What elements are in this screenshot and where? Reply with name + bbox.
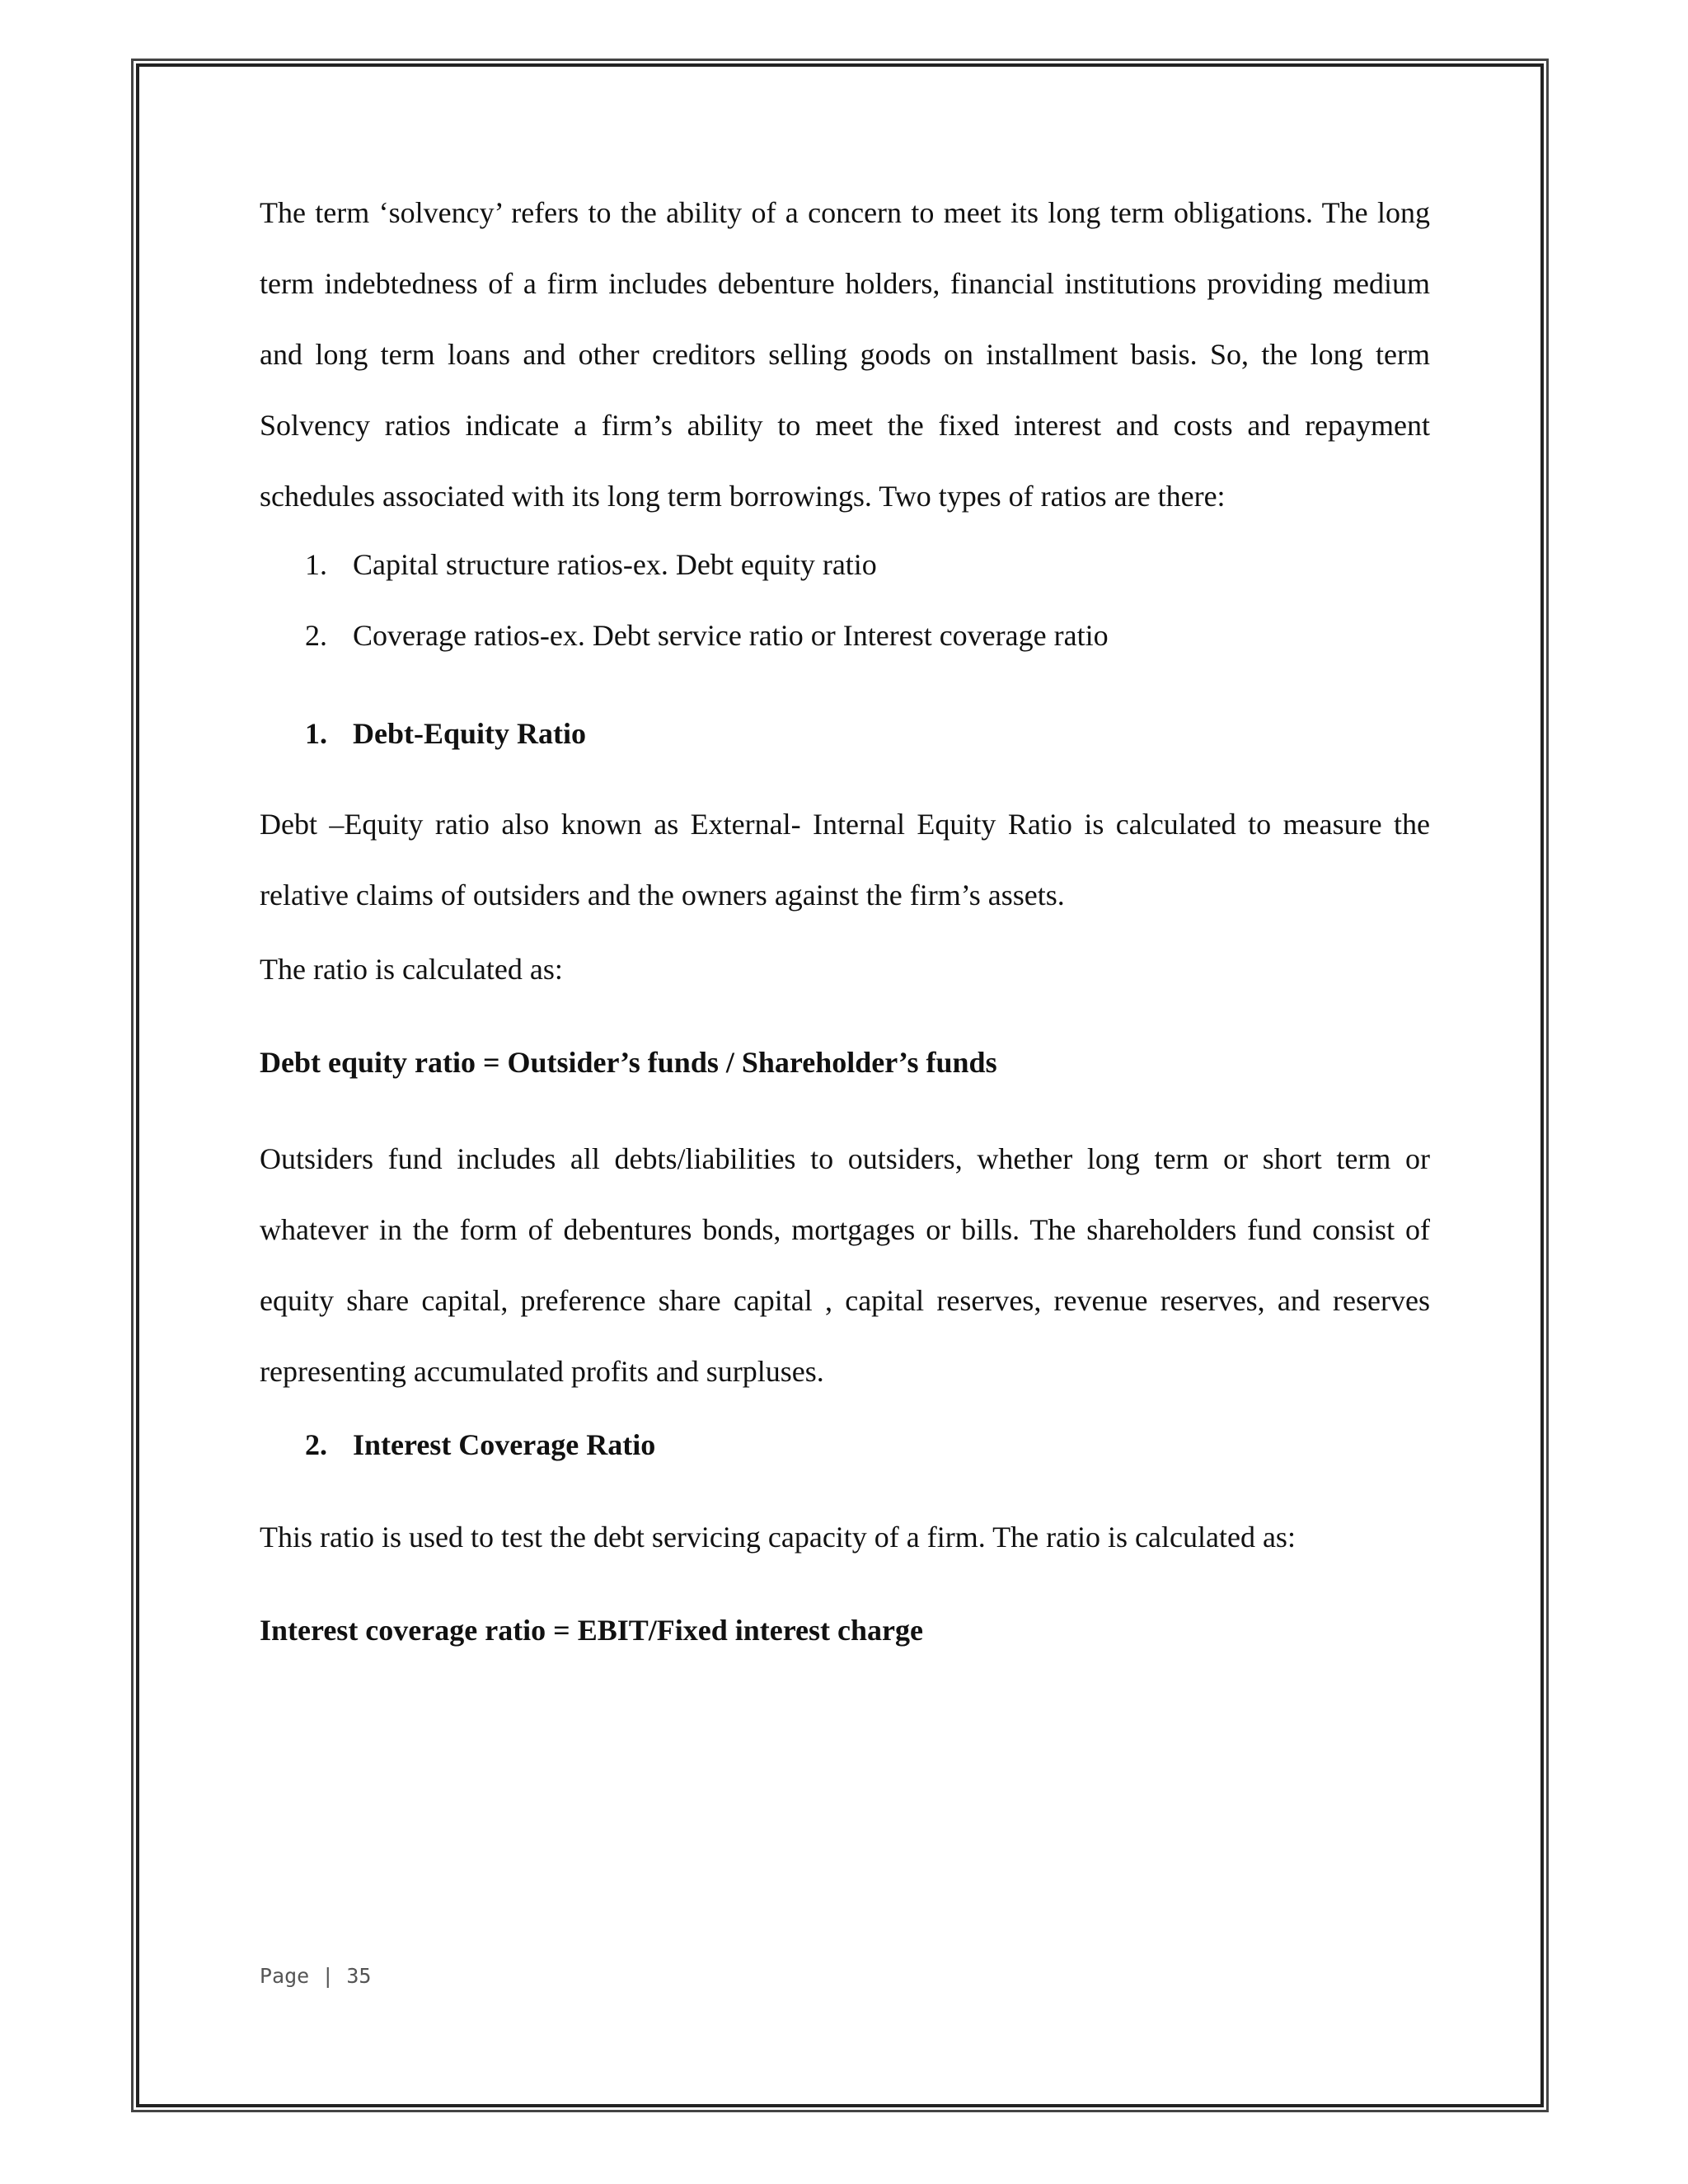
list-number: 1.: [305, 548, 327, 581]
section-number: 1.: [305, 717, 327, 750]
debt-equity-paragraph: Debt –Equity ratio also known as External- Internal Equity Ratio is calculated to measure the relative claims of outsiders and the owners against the firm’s assets.: [260, 808, 1430, 912]
section-heading-debt-equity: [260, 717, 1430, 750]
section-title: Debt-Equity Ratio: [353, 717, 587, 750]
ratio-types-list: [260, 548, 1430, 652]
debt-equity-formula: Debt equity ratio = Outsider’s funds / Shareholder’s funds: [260, 1046, 997, 1079]
list-item: [260, 548, 1430, 581]
intro-paragraph: The term ‘solvency’ refers to the ability of a concern to meet its long term obligations. The long term indebtedness of a firm includes debenture holders, financial institutions providing medium and long term loans and other creditors selling goods on installment basis. So, the long term Solvency ratios indicate a firm’s ability to meet the fixed interest and costs and repayment schedules associated with its long term borrowings. Two types of ratios are there:: [260, 196, 1430, 513]
list-text: Capital structure ratios-ex. Debt equity ratio: [353, 548, 877, 581]
list-text: Coverage ratios-ex. Debt service ratio or Interest coverage ratio: [353, 619, 1109, 652]
interest-coverage-paragraph: This ratio is used to test the debt servicing capacity of a firm. The ratio is calculated as:: [260, 1521, 1296, 1554]
section-title: Interest Coverage Ratio: [353, 1428, 656, 1461]
list-item: [260, 619, 1430, 652]
page-number: Page | 35: [260, 1964, 372, 1988]
list-number: 2.: [305, 619, 327, 652]
calc-intro: The ratio is calculated as:: [260, 953, 563, 986]
section-number: 2.: [305, 1428, 327, 1461]
section-heading-interest-coverage: [260, 1428, 1430, 1461]
funds-explanation: Outsiders fund includes all debts/liabilities to outsiders, whether long term or short term or whatever in the form of debentures bonds, mortgages or bills. The shareholders fund consist of equity share capital, preference share capital , capital reserves, revenue reserves, and reserves representing accumulated profits and surpluses.: [260, 1142, 1430, 1388]
interest-coverage-formula: Interest coverage ratio = EBIT/Fixed interest charge: [260, 1614, 923, 1647]
document-body: [260, 177, 1430, 1647]
